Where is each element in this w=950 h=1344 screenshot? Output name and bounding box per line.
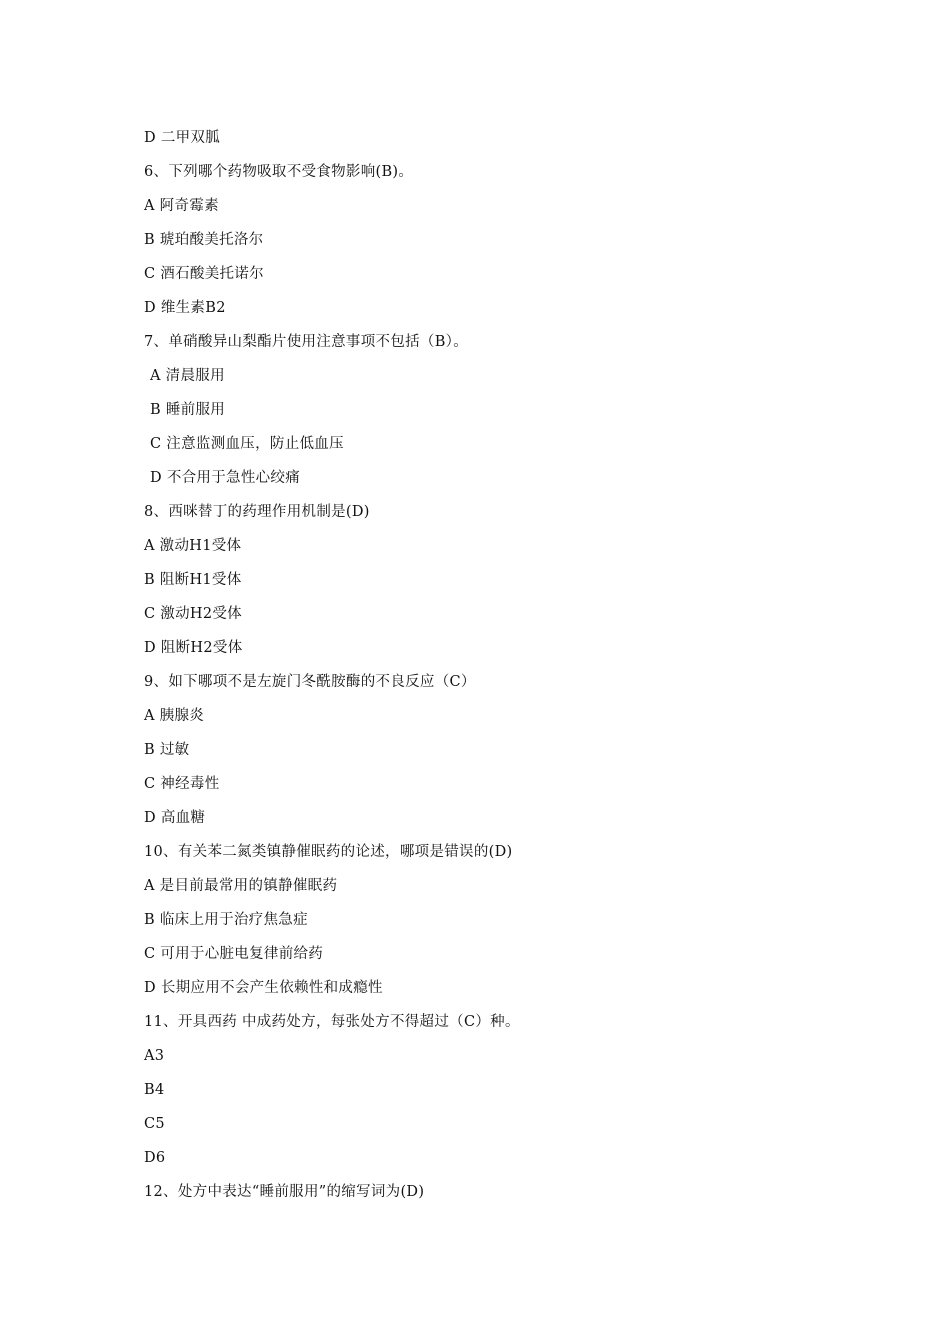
option-line: B4 xyxy=(144,1082,165,1098)
option-line: D 二甲双胍 xyxy=(144,130,221,146)
option-line: C5 xyxy=(144,1116,165,1132)
question-line: 11、开具西药 中成药处方，每张处方不得超过（C）种。 xyxy=(144,1014,520,1030)
option-line: B 临床上用于治疗焦急症 xyxy=(144,912,308,928)
option-line: D 不合用于急性心绞痛 xyxy=(150,470,301,486)
option-line: A 清晨服用 xyxy=(150,368,225,384)
option-line: C 激动H2受体 xyxy=(144,606,242,622)
option-line: C 注意监测血压，防止低血压 xyxy=(150,436,344,452)
option-line: B 睡前服用 xyxy=(150,402,226,418)
option-line: C 酒石酸美托诺尔 xyxy=(144,266,264,282)
option-line: A 阿奇霉素 xyxy=(144,198,219,214)
option-line: B 过敏 xyxy=(144,742,190,758)
option-line: D 阻断H2受体 xyxy=(144,640,243,656)
option-line: C 可用于心脏电复律前给药 xyxy=(144,946,324,962)
question-text-block xyxy=(144,126,844,1214)
option-line: D 长期应用不会产生依赖性和成瘾性 xyxy=(144,980,383,996)
option-line: A 激动H1受体 xyxy=(144,538,242,554)
question-line: 9、如下哪项不是左旋门冬酰胺酶的不良反应（C） xyxy=(144,674,476,690)
question-line: 7、单硝酸异山梨酯片使用注意事项不包括（B）。 xyxy=(144,334,469,350)
option-line: D 高血糖 xyxy=(144,810,206,826)
question-line: 6、下列哪个药物吸取不受食物影响(B)。 xyxy=(144,164,414,180)
option-line: D6 xyxy=(144,1150,166,1166)
question-line: 10、有关苯二氮类镇静催眠药的论述，哪项是错误的(D) xyxy=(144,844,513,860)
option-line: A3 xyxy=(144,1048,165,1064)
question-line: 8、西咪替丁的药理作用机制是(D) xyxy=(144,504,370,520)
option-line: B 琥珀酸美托洛尔 xyxy=(144,232,264,248)
option-line: A 胰腺炎 xyxy=(144,708,205,724)
option-line: D 维生素B2 xyxy=(144,300,226,316)
option-line: B 阻断H1受体 xyxy=(144,572,242,588)
option-line: C 神经毒性 xyxy=(144,776,220,792)
option-line: A 是目前最常用的镇静催眠药 xyxy=(144,878,338,894)
question-line: 12、处方中表达“睡前服用”的缩写词为(D) xyxy=(144,1184,425,1200)
